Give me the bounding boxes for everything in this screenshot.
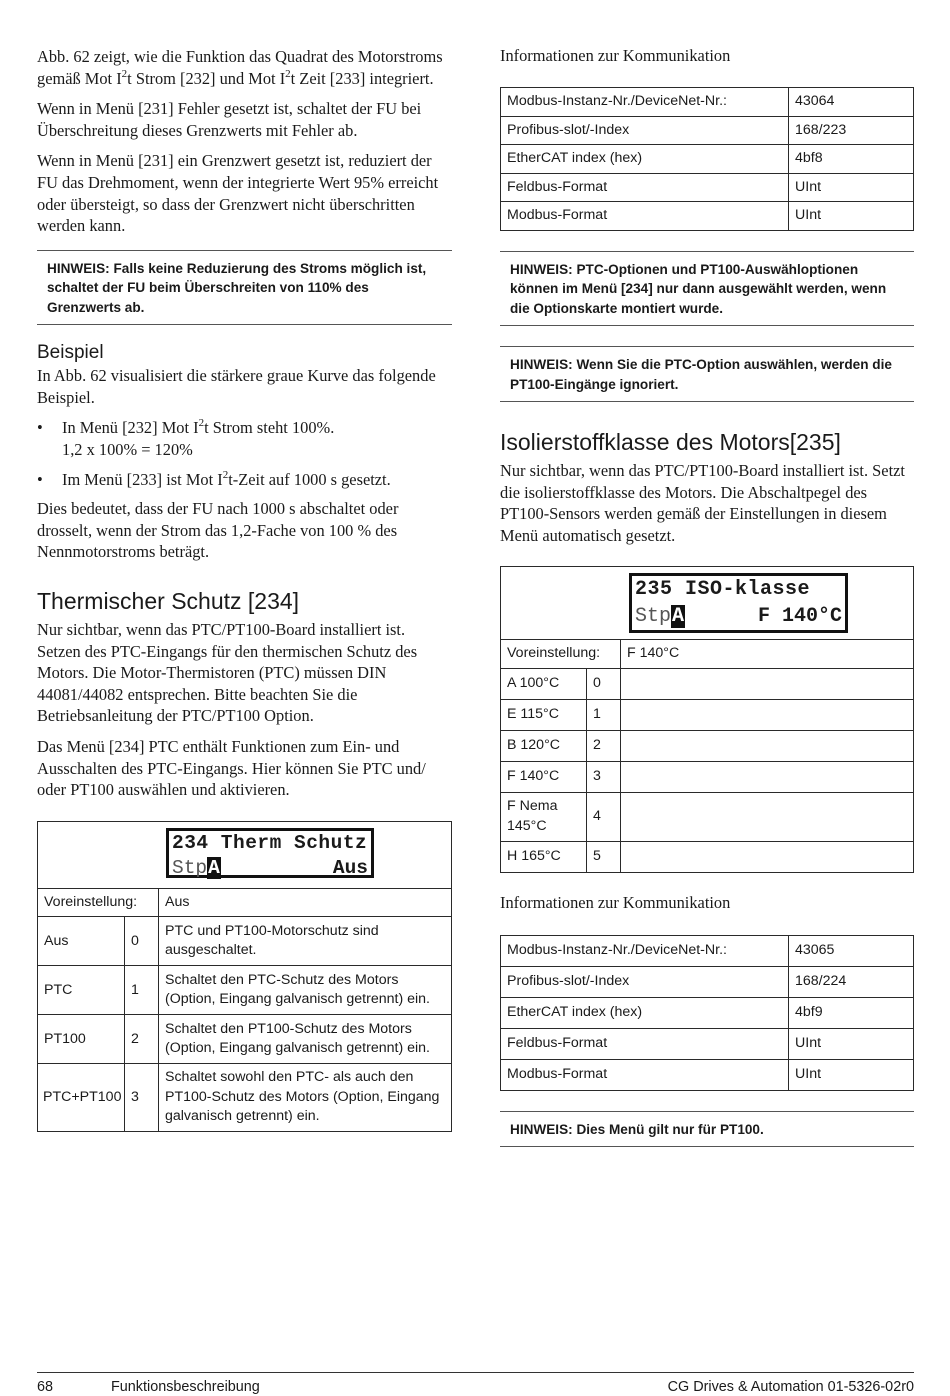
- comm-value: 168/223: [789, 116, 914, 145]
- table-row: [501, 116, 914, 145]
- limit-paragraph: Wenn in Menü [231] ein Grenzwert gesetzt ist, reduziert der FU das Drehmoment, wenn der integrierte Wert 95% erreicht oder übersteigt, so dass der Grenzwert nicht überschritten werden kann.: [37, 151, 439, 236]
- ptc-menu-paragraph: Das Menü [234] PTC enthält Funktionen zum Ein- und Ausschalten des PTC-Eingangs. Hier können Sie PTC und/ oder PT100 auswählen und aktivieren.: [37, 736, 426, 800]
- right-column: [500, 46, 914, 1159]
- insulation-class-heading: Isolierstoffklasse des Motors[235]: [500, 429, 841, 455]
- option-number: 5: [587, 841, 621, 872]
- option-number: 0: [125, 917, 159, 966]
- option-number: 3: [125, 1064, 159, 1132]
- option-name: PTC: [38, 966, 125, 1015]
- comm-value: 43064: [789, 88, 914, 117]
- comm-key: EtherCAT index (hex): [501, 997, 789, 1028]
- option-description: PTC und PT100-Motorschutz sind ausgeschaltet.: [159, 917, 452, 966]
- option-description: Schaltet den PT100-Schutz des Motors (Option, Eingang galvanisch getrennt) ein.: [159, 1015, 452, 1064]
- note-ptc-ignores-pt100: HINWEIS: Wenn Sie die PTC-Option auswählen, werden die PT100-Eingänge ignoriert.: [500, 346, 914, 402]
- table-row: [501, 173, 914, 202]
- comm-key: Modbus-Instanz-Nr./DeviceNet-Nr.:: [501, 88, 789, 117]
- option-name: PTC+PT100: [38, 1064, 125, 1132]
- comm-key: Modbus-Format: [501, 202, 789, 231]
- comm-table-234: [500, 87, 914, 231]
- option-number: 1: [587, 699, 621, 730]
- table-row: [501, 145, 914, 174]
- note-current-reduction: HINWEIS: Falls keine Reduzierung des Stroms möglich ist, schaltet der FU beim Überschreiten von 110% des Grenzwerts ab.: [37, 250, 452, 326]
- table-row: [501, 997, 914, 1028]
- example-list: [37, 417, 452, 490]
- option-description: Schaltet sowohl den PTC- als auch den PT100-Schutz des Motors (Option, Eingang galvanisch getrennt) ein.: [159, 1064, 452, 1132]
- note-ptc-options: HINWEIS: PTC-Optionen und PT100-Auswähloptionen können im Menü [234] nur dann ausgewählt werden, wenn die Optionskarte montiert wurde.: [500, 251, 914, 327]
- lcd-title: 234 Therm Schutz: [172, 831, 368, 854]
- lcd-status: StpA: [172, 856, 220, 879]
- option-number: 2: [587, 730, 621, 761]
- lcd-cell: [501, 567, 914, 640]
- option-number: 3: [587, 761, 621, 792]
- lcd-display: [166, 828, 374, 878]
- comm-info-heading: Informationen zur Kommunikation: [500, 892, 731, 912]
- table-row: [501, 792, 914, 841]
- comm-info-heading: Informationen zur Kommunikation: [500, 46, 731, 65]
- table-row: [501, 202, 914, 231]
- comm-value: 4bf9: [789, 997, 914, 1028]
- table-row: [501, 1028, 914, 1059]
- lcd-status: StpA: [635, 605, 685, 629]
- option-name: A 100°C: [501, 668, 587, 699]
- option-name: F 140°C: [501, 761, 587, 792]
- table-row: [38, 1064, 452, 1132]
- default-label: Voreinstellung:: [501, 640, 621, 669]
- comm-key: Modbus-Instanz-Nr./DeviceNet-Nr.:: [501, 935, 789, 966]
- comm-key: Feldbus-Format: [501, 1028, 789, 1059]
- option-number: 2: [125, 1015, 159, 1064]
- table-row: [501, 668, 914, 699]
- comm-key: Profibus-slot/-Index: [501, 116, 789, 145]
- option-number: 0: [587, 668, 621, 699]
- option-description: Schaltet den PTC-Schutz des Motors (Option, Eingang galvanisch getrennt) ein.: [159, 966, 452, 1015]
- comm-value: 43065: [789, 935, 914, 966]
- insulation-class-paragraph: Nur sichtbar, wenn das PTC/PT100-Board installiert ist. Setzt die isolierstoffklasse des Motors. Die Abschaltpegel des PT100-Sensors werden gemäß der Einstellungen in diesem Menü automatisch gesetzt.: [500, 461, 905, 545]
- footer-section: Funktionsbeschreibung: [111, 1379, 260, 1395]
- table-row: [501, 730, 914, 761]
- comm-value: 4bf8: [789, 145, 914, 174]
- insulation-class-table: [500, 566, 914, 873]
- table-row: [501, 699, 914, 730]
- lcd-value: F 140°C: [757, 605, 842, 629]
- list-item: • In Menü [232] Mot $I^2t$ Strom steht 100%. 1,2 x 100% = 120%: [37, 417, 452, 460]
- default-value: Aus: [159, 888, 452, 917]
- footer-publisher: CG Drives & Automation 01-5326-02r0: [667, 1379, 914, 1395]
- note-pt100-only: HINWEIS: Dies Menü gilt nur für PT100.: [500, 1111, 914, 1148]
- list-item: • Im Menü [233] ist Mot $I^2t$-Zeit auf 1000 s gesetzt.: [37, 469, 452, 491]
- intro-paragraph: Abb. 62 zeigt, wie die Funktion das Quadrat des Motorstroms gemäß Mot $I^2t$ Strom [232] und Mot $I^2t$ Zeit [233] integriert.: [37, 47, 443, 88]
- option-number: 1: [125, 966, 159, 1015]
- option-name: H 165°C: [501, 841, 587, 872]
- option-name: PT100: [38, 1015, 125, 1064]
- table-row: [38, 917, 452, 966]
- lcd-display: [629, 573, 848, 633]
- thermal-protection-table: [37, 821, 452, 1132]
- lcd-value: Aus: [332, 856, 368, 879]
- lcd-title: 235 ISO-klasse: [635, 578, 811, 602]
- comm-key: Feldbus-Format: [501, 173, 789, 202]
- table-row: [501, 935, 914, 966]
- comm-table-235: [500, 935, 914, 1091]
- table-row: [501, 1059, 914, 1090]
- comm-value: UInt: [789, 202, 914, 231]
- thermal-protection-paragraph: Nur sichtbar, wenn das PTC/PT100-Board installiert ist. Setzen des PTC-Eingangs für den thermischen Schutz des Motors. Die Motor-Thermistoren (PTC) müssen DIN 44081/44082 entsprechen. Bitte beachten Sie die Betriebsanleitung der PTC/PT100 Option.: [37, 620, 418, 726]
- comm-key: Profibus-slot/-Index: [501, 966, 789, 997]
- page-number: 68: [37, 1379, 54, 1395]
- option-number: 4: [587, 792, 621, 841]
- page-footer: [37, 1372, 914, 1395]
- comm-key: EtherCAT index (hex): [501, 145, 789, 174]
- option-name: F Nema 145°C: [501, 792, 587, 841]
- lcd-cell: [38, 821, 452, 888]
- option-name: E 115°C: [501, 699, 587, 730]
- thermal-protection-heading: Thermischer Schutz [234]: [37, 588, 300, 614]
- example-conclusion: Dies bedeutet, dass der FU nach 1000 s abschaltet oder drosselt, wenn der Strom das 1,2-Fache von 100 % des Nennmotorstroms beträgt.: [37, 499, 399, 562]
- table-row: [38, 1015, 452, 1064]
- table-row: [38, 966, 452, 1015]
- default-label: Voreinstellung:: [38, 888, 159, 917]
- table-row: [501, 761, 914, 792]
- default-value: F 140°C: [621, 640, 914, 669]
- left-column: [37, 46, 452, 1132]
- table-row: [501, 88, 914, 117]
- comm-value: 168/224: [789, 966, 914, 997]
- example-paragraph: In Abb. 62 visualisiert die stärkere graue Kurve das folgende Beispiel.: [37, 366, 436, 407]
- comm-value: UInt: [789, 1028, 914, 1059]
- comm-key: Modbus-Format: [501, 1059, 789, 1090]
- comm-value: UInt: [789, 173, 914, 202]
- table-row: [501, 966, 914, 997]
- table-row: [501, 841, 914, 872]
- option-name: Aus: [38, 917, 125, 966]
- option-name: B 120°C: [501, 730, 587, 761]
- example-heading: Beispiel: [37, 342, 104, 364]
- error-paragraph: Wenn in Menü [231] Fehler gesetzt ist, schaltet der FU bei Überschreitung dieses Grenzwerts mit Fehler ab.: [37, 99, 422, 140]
- comm-value: UInt: [789, 1059, 914, 1090]
